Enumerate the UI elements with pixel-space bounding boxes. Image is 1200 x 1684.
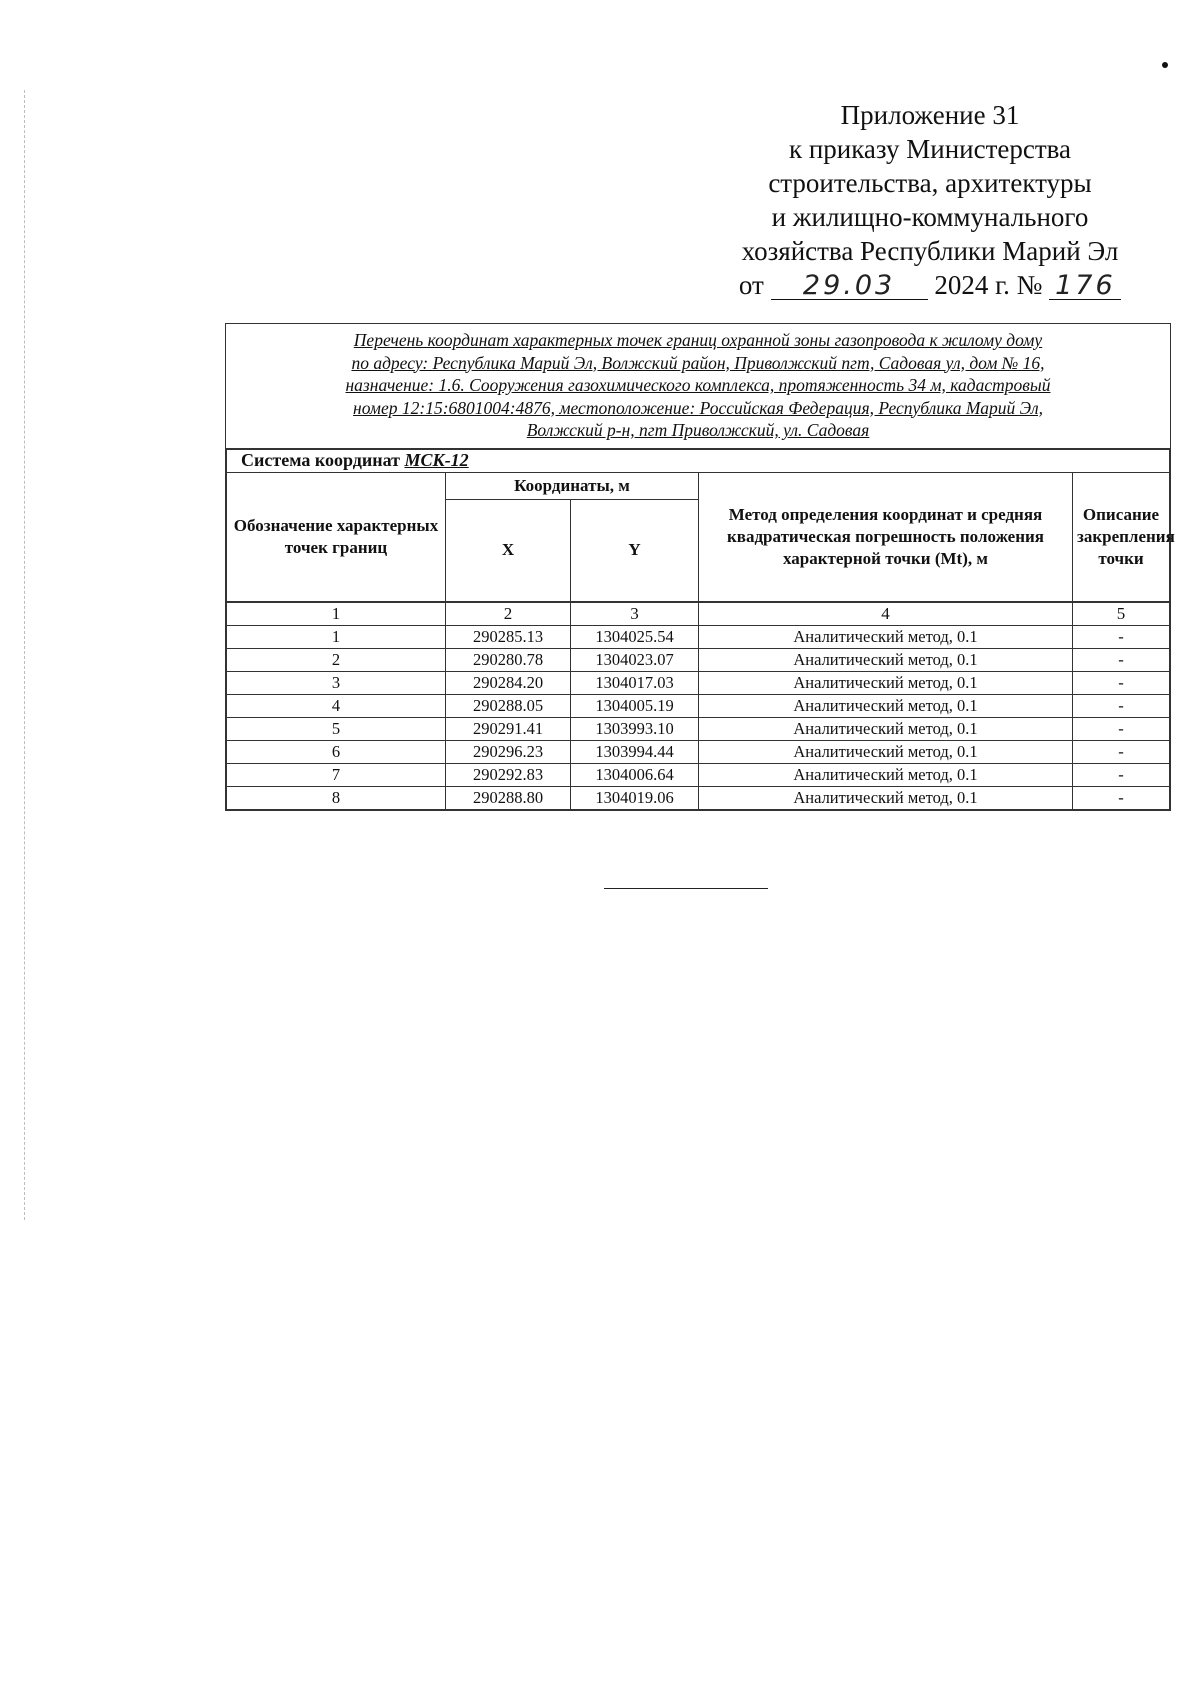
table-row [227,786,1170,809]
date-prefix: от [738,270,764,300]
cell-description: - [1073,648,1170,671]
appendix-line-1: Приложение 31 [840,100,1020,130]
cell-description: - [1073,694,1170,717]
table-row [227,671,1170,694]
cell-y: 1304019.06 [571,786,699,809]
table-row [227,625,1170,648]
coord-system-code: МСК-12 [404,450,469,470]
cell-y: 1304025.54 [571,625,699,648]
header-method: Метод определения координат и средняя квадратическая погрешность положения характерной точки (Mt), м [699,472,1073,602]
document-title [226,324,1170,449]
cell-method: Аналитический метод, 0.1 [699,694,1073,717]
appendix-line-3: строительства, архитектуры [768,168,1092,198]
appendix-line-4: и жилищно-коммунального [771,202,1089,232]
coord-system-cell [227,449,1170,472]
cell-description: - [1073,625,1170,648]
column-number: 4 [699,602,1073,626]
cell-y: 1304006.64 [571,763,699,786]
cell-x: 290296.23 [446,740,571,763]
cell-y: 1304023.07 [571,648,699,671]
cell-method: Аналитический метод, 0.1 [699,648,1073,671]
scan-dot-mark [1162,62,1168,68]
document-title-line: Перечень координат характерных точек границ охранной зоны газопровода к жилому дому [353,330,1043,350]
table-header-row-1 [227,472,1170,499]
cell-method: Аналитический метод, 0.1 [699,717,1073,740]
handwritten-order-number: 176 [1049,273,1121,300]
cell-y: 1304017.03 [571,671,699,694]
cell-description: - [1073,763,1170,786]
document-title-line: по адресу: Республика Марий Эл, Волжский район, Приволжский пгт, Садовая ул, дом № 16, [351,352,1045,373]
cell-point: 5 [227,717,446,740]
coord-system-row [227,449,1170,472]
cell-y: 1304005.19 [571,694,699,717]
cell-description: - [1073,717,1170,740]
coordinates-document [225,323,1175,811]
column-number: 1 [227,602,446,626]
document-title-line: Волжский р-н, пгт Приволжский, ул. Садовая [526,420,870,440]
cell-x: 290288.05 [446,694,571,717]
cell-description: - [1073,671,1170,694]
appendix-line-5: хозяйства Республики Марий Эл [741,236,1119,266]
table-row [227,694,1170,717]
cell-point: 1 [227,625,446,648]
header-point: Обозначение характерных точек границ [227,472,446,602]
cell-x: 290285.13 [446,625,571,648]
coord-system-label: Система координат [241,450,400,470]
cell-x: 290280.78 [446,648,571,671]
cell-method: Аналитический метод, 0.1 [699,671,1073,694]
cell-description: - [1073,740,1170,763]
column-number-row [227,602,1170,626]
cell-point: 2 [227,648,446,671]
table-row [227,648,1170,671]
header-description: Описание закрепления точки [1073,472,1170,602]
column-number: 3 [571,602,699,626]
handwritten-date: 29.03 [771,273,928,300]
cell-point: 7 [227,763,446,786]
cell-y: 1303994.44 [571,740,699,763]
cell-point: 6 [227,740,446,763]
table-row [227,740,1170,763]
cell-method: Аналитический метод, 0.1 [699,786,1073,809]
header-y: Y [571,499,699,602]
cell-x: 290291.41 [446,717,571,740]
closing-divider-line [604,888,768,889]
table-row [227,763,1170,786]
cell-method: Аналитический метод, 0.1 [699,740,1073,763]
header-x: X [446,499,571,602]
appendix-header [690,98,1170,302]
scan-edge-artifact [24,90,26,1220]
document-title-line: номер 12:15:6801004:4876, местоположение: Российская Федерация, Республика Марий Эл, [353,397,1043,418]
cell-method: Аналитический метод, 0.1 [699,625,1073,648]
column-number: 5 [1073,602,1170,626]
cell-x: 290292.83 [446,763,571,786]
appendix-line-2: к приказу Министерства [788,134,1072,164]
cell-method: Аналитический метод, 0.1 [699,763,1073,786]
cell-x: 290284.20 [446,671,571,694]
document-title-line: назначение: 1.6. Сооружения газохимического комплекса, протяженность 34 м, кадастровый [345,375,1051,395]
table-row [227,717,1170,740]
coordinates-table [226,449,1175,810]
cell-point: 3 [227,671,446,694]
cell-description: - [1073,786,1170,809]
cell-point: 8 [227,786,446,809]
column-number: 2 [446,602,571,626]
cell-point: 4 [227,694,446,717]
cell-x: 290288.80 [446,786,571,809]
year-number-label: 2024 г. № [934,270,1043,300]
appendix-date-line [690,268,1170,302]
header-coords: Координаты, м [446,472,699,499]
cell-y: 1303993.10 [571,717,699,740]
